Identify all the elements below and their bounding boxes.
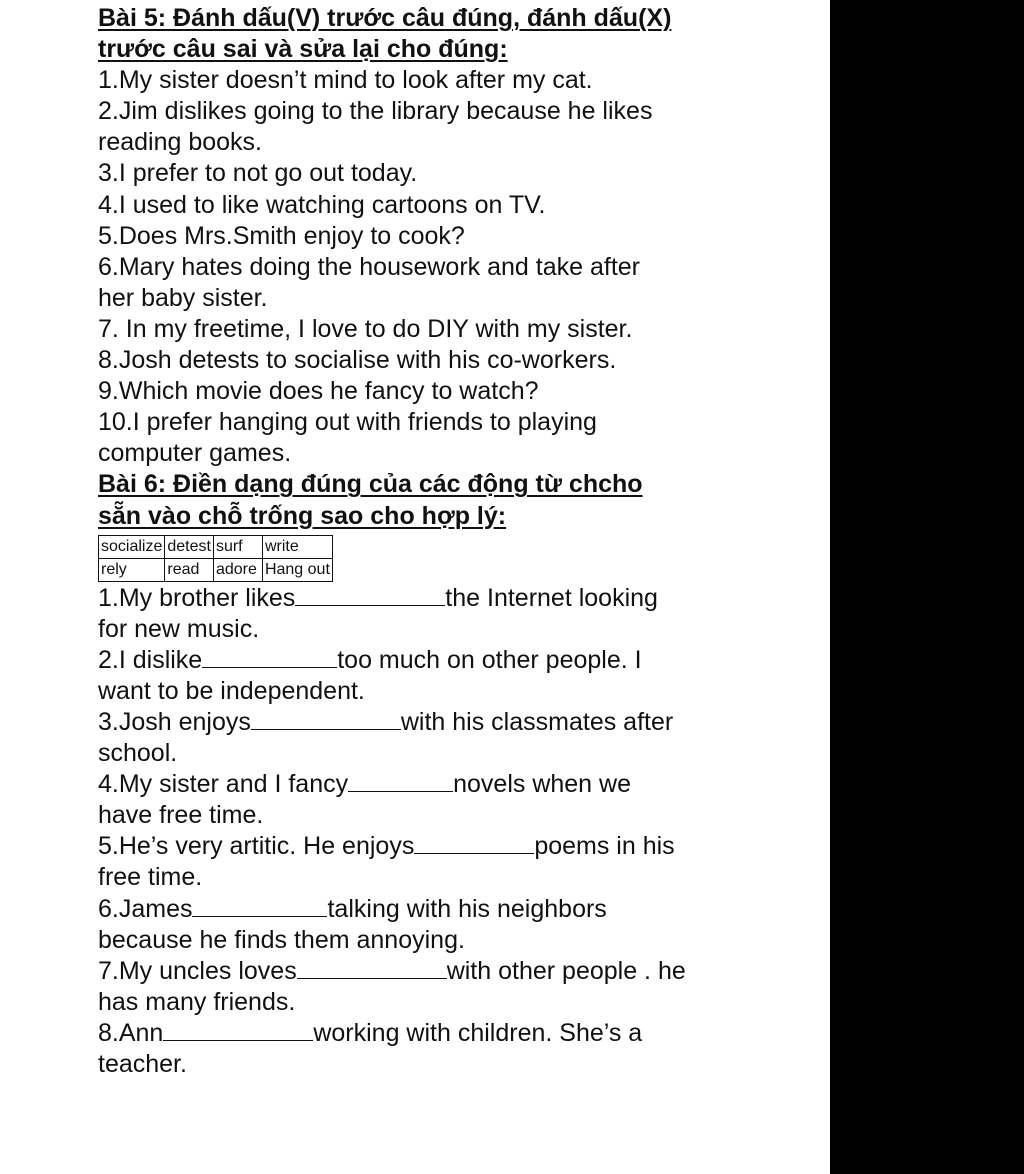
exercise5-sentence-6b: her baby sister. [98, 283, 268, 312]
word-box-cell: socialize [99, 535, 165, 558]
exercise5-title-line1: Bài 5: Đánh dấu(V) trước câu đúng, đánh dấu(X) [98, 4, 672, 32]
question-text: working with children. She’s a [313, 1018, 643, 1047]
exercise6-question-8-cont: teacher. [98, 1050, 187, 1078]
question-text: 8.Ann [98, 1018, 164, 1047]
exercise6-question-6 [98, 894, 818, 925]
answer-blank[interactable] [163, 1018, 313, 1041]
word-box-table [98, 535, 333, 582]
word-box-row [99, 535, 333, 558]
answer-blank[interactable] [192, 894, 327, 917]
exercise6-question-7 [98, 956, 818, 987]
question-text: with his classmates after [400, 707, 674, 736]
exercise5-sentence-5: 5.Does Mrs.Smith enjoy to cook? [98, 221, 465, 250]
question-text: novels when we [453, 770, 631, 799]
question-text: with other people . he [446, 956, 686, 985]
exercise5-sentence-2a: 2.Jim dislikes going to the library because he likes [98, 97, 653, 126]
exercise6-question-7-cont: has many friends. [98, 987, 296, 1016]
exercise6-question-3-cont: school. [98, 739, 178, 768]
word-box-cell: Hang out [262, 558, 332, 581]
question-text: too much on other people. I [337, 645, 642, 674]
exercise6-question-8 [98, 1018, 818, 1049]
word-box-cell: write [262, 535, 332, 558]
exercise5-sentence-8: 8.Josh detests to socialise with his co-workers. [98, 346, 617, 375]
exercise6-question-5-cont: free time. [98, 863, 203, 892]
exercise5-sentence-7: 7. In my freetime, I love to do DIY with my sister. [98, 314, 633, 343]
question-text: 4.My sister and I fancy [98, 770, 349, 799]
exercise6-question-3 [98, 707, 818, 738]
answer-blank[interactable] [295, 583, 445, 606]
exercise6-list [98, 583, 818, 1081]
answer-blank[interactable] [202, 645, 337, 668]
exercise6-question-2 [98, 645, 818, 676]
exercise5-sentence-10b: computer games. [98, 439, 292, 468]
word-box-cell: surf [213, 535, 262, 558]
exercise5-sentence-6a: 6.Mary hates doing the housework and take after [98, 252, 640, 281]
exercise6-question-4-cont: have free time. [98, 801, 264, 830]
exercise5-sentence-2b: reading books. [98, 128, 263, 157]
exercise5-title [98, 3, 818, 65]
word-box-cell: adore [213, 558, 262, 581]
exercise6-question-5 [98, 831, 818, 862]
exercise5-sentence-9: 9.Which movie does he fancy to watch? [98, 377, 539, 406]
question-text: talking with his neighbors [327, 894, 607, 923]
word-box-cell: read [165, 558, 214, 581]
exercise5-title-line2: trước câu sai và sửa lại cho đúng: [98, 35, 508, 64]
answer-blank[interactable] [348, 769, 453, 792]
question-text: 6.James [98, 894, 193, 923]
exercise6-question-1 [98, 583, 818, 614]
exercise6-title-line1: Bài 6: Điền dạng đúng của các động từ chcho [98, 470, 643, 499]
exercise6-question-1-cont: for new music. [98, 614, 260, 643]
question-text: 2.I dislike [98, 645, 203, 674]
exercise5-sentence-1: 1.My sister doesn’t mind to look after my cat. [98, 66, 593, 95]
answer-blank[interactable] [414, 831, 534, 854]
word-box-row [99, 558, 333, 581]
exercise6-question-2-cont: want to be independent. [98, 676, 365, 705]
exercise6-title-line2: sẵn vào chỗ trống sao cho hợp lý: [98, 501, 507, 530]
word-box-cell: detest [165, 535, 214, 558]
word-box-cell: rely [99, 558, 165, 581]
question-text: 1.My brother likes [98, 583, 296, 612]
answer-blank[interactable] [251, 707, 401, 730]
question-text: 5.He’s very artitic. He enjoys [98, 832, 415, 861]
exercise6-question-4 [98, 769, 818, 800]
exercise6-question-6-cont: because he finds them annoying. [98, 925, 465, 954]
answer-blank[interactable] [297, 956, 447, 979]
question-text: 7.My uncles loves [98, 956, 297, 985]
exercise5-sentence-3: 3.I prefer to not go out today. [98, 159, 418, 188]
exercise5-sentence-10a: 10.I prefer hanging out with friends to playing [98, 408, 597, 437]
worksheet [98, 3, 818, 1080]
exercise5-sentence-4: 4.I used to like watching cartoons on TV. [98, 190, 546, 219]
exercise5-list [98, 65, 818, 469]
question-text: poems in his [534, 832, 675, 861]
question-text: 3.Josh enjoys [98, 707, 251, 736]
black-side-bar [830, 0, 1024, 1174]
exercise6-title [98, 469, 818, 531]
question-text: the Internet looking [445, 583, 658, 612]
